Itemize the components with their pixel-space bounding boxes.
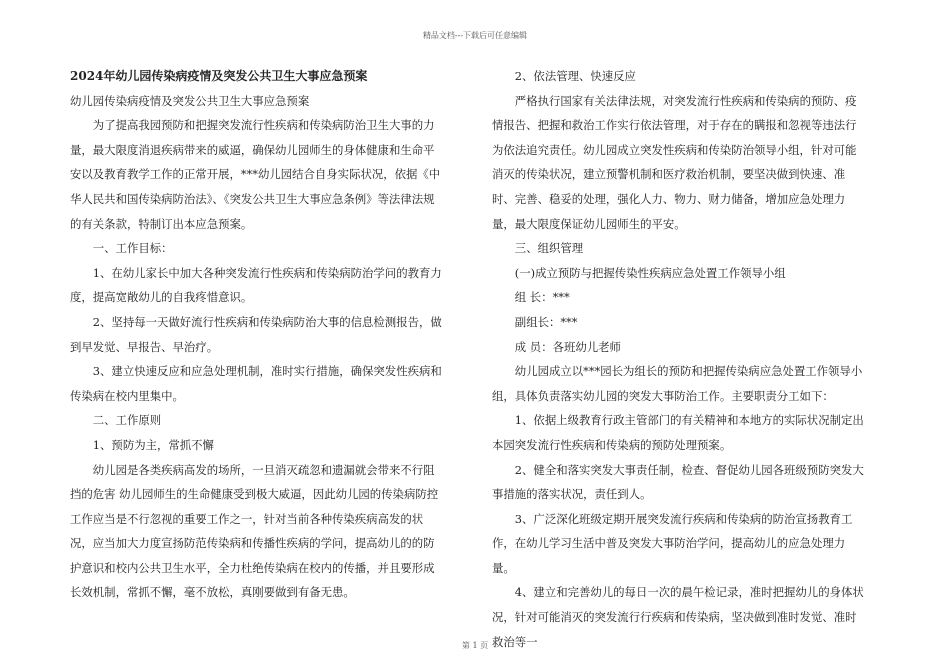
- document-title: 2024年幼儿园传染病疫情及突发公共卫生大事应急预案: [70, 69, 368, 83]
- principle-paragraph-2: 严格执行国家有关法律法规，对突发流行性疾病和传染病的预防、疫情报告、把握和救治工作实行依法管理，对于存在的瞒报和忽视等违法行为依法追究责任。幼儿园成立突发性疾病和传染防治领导小组，针对可能消灭的传染状况，建立预警机制和医疗救治机制，要坚决做到快速、准时、完善、稳妥的处理，强化人力、物力、财力储备，增加应急处理力量，最大限度保证幼儿园师生的平安。: [492, 93, 857, 231]
- duty-item-3: 3、广泛深化班级定期开展突发流行疾病和传染病的防治宣扬教育工作，在幼儿学习生活中普及突发大事防治学问，提高幼儿的应急处理力量。: [492, 511, 853, 575]
- group-leader: 组 长：***: [514, 290, 570, 305]
- principle-item-1: 1、预防为主，常抓不懈: [92, 437, 214, 452]
- group-vice-leader: 副组长：***: [514, 314, 578, 329]
- section-heading-goals: 一、工作目标：: [92, 241, 173, 256]
- goal-item-1: 1、在幼儿家长中加大各种突发流行性疾病和传染病防治学问的教育力度，提高宽敞幼儿的自我疼惜意识。: [70, 265, 442, 305]
- left-column: [70, 64, 445, 605]
- right-column: [492, 64, 867, 654]
- organization-paragraph: 幼儿园成立以***园长为组长的预防和把握传染病应急处置工作领导小组，具体负责落实幼儿园的突发大事防治工作。主要职责分工如下：: [492, 364, 863, 403]
- principle-item-2: 2、依法管理、快速反应: [514, 69, 636, 83]
- subsection-heading-group: (一)成立预防与把握传染性疾病应急处置工作领导小组: [514, 265, 786, 280]
- section-heading-organization: 三、组织管理: [514, 241, 584, 256]
- section-heading-principles: 二、工作原则: [92, 413, 162, 428]
- duty-item-1: 1、依据上级教育行政主管部门的有关精神和本地方的实际状况制定出本园突发流行性疾病和传染病的预防处理预案。: [492, 413, 864, 452]
- goal-item-3: 3、建立快速反应和应急处理机制，准时实行措施，确保突发性疾病和传染病在校内里集中。: [70, 364, 442, 403]
- principle-paragraph-1: 幼儿园是各类疾病高发的场所，一旦消灭疏忽和遗漏就会带来不行阻挡的危害 幼儿园师生的生命健康受到极大威逼，因此幼儿园的传染病防控工作应当是不行忽视的重要工作之一，针对当前各种传染疾病高发的状况，应当加大力度宣扬防范传染病和传播性疾病的学问，提高幼儿的的防护意识和校内公共卫生水平，全力杜绝传染病在校内的传播，并且要形成长效机制，常抓不懈，毫不放松，真刚要做到有备无患。: [70, 462, 439, 600]
- goal-item-2: 2、坚持每一天做好流行性疾病和传染病防治大事的信息检测报告，做到早发觉、早报告、早治疗。: [70, 314, 442, 354]
- page-header: 精品文档---下载后可任意编辑: [422, 31, 528, 40]
- intro-paragraph: 为了提高我园预防和把握突发流行性疾病和传染病防治卫生大事的力量，最大限度消退疾病带来的威逼，确保幼儿园师生的身体健康和生命平安以及教育教学工作的正常开展，***幼儿园结合自身实际状况，依据《中华人民共和国传染病防治法》、《突发公共卫生大事应急条例》等法律法规的有关条款，特制订出本应急预案。: [70, 118, 441, 231]
- group-members: 成 员：各班幼儿老师: [514, 339, 621, 354]
- duty-item-2: 2、健全和落实突发大事责任制，检查、督促幼儿园各班级预防突发大事措施的落实状况，责任到人。: [492, 462, 864, 502]
- document-subtitle: 幼儿园传染病疫情及突发公共卫生大事应急预案: [70, 93, 310, 108]
- duty-item-4: 4、建立和完善幼儿的每日一次的晨午检记录，准时把握幼儿的身体状况，针对可能消灭的突发流行行疾病和传染病，坚决做到准时发觉、准时救治等一: [492, 585, 864, 649]
- page-footer: 第 1 页: [461, 641, 489, 650]
